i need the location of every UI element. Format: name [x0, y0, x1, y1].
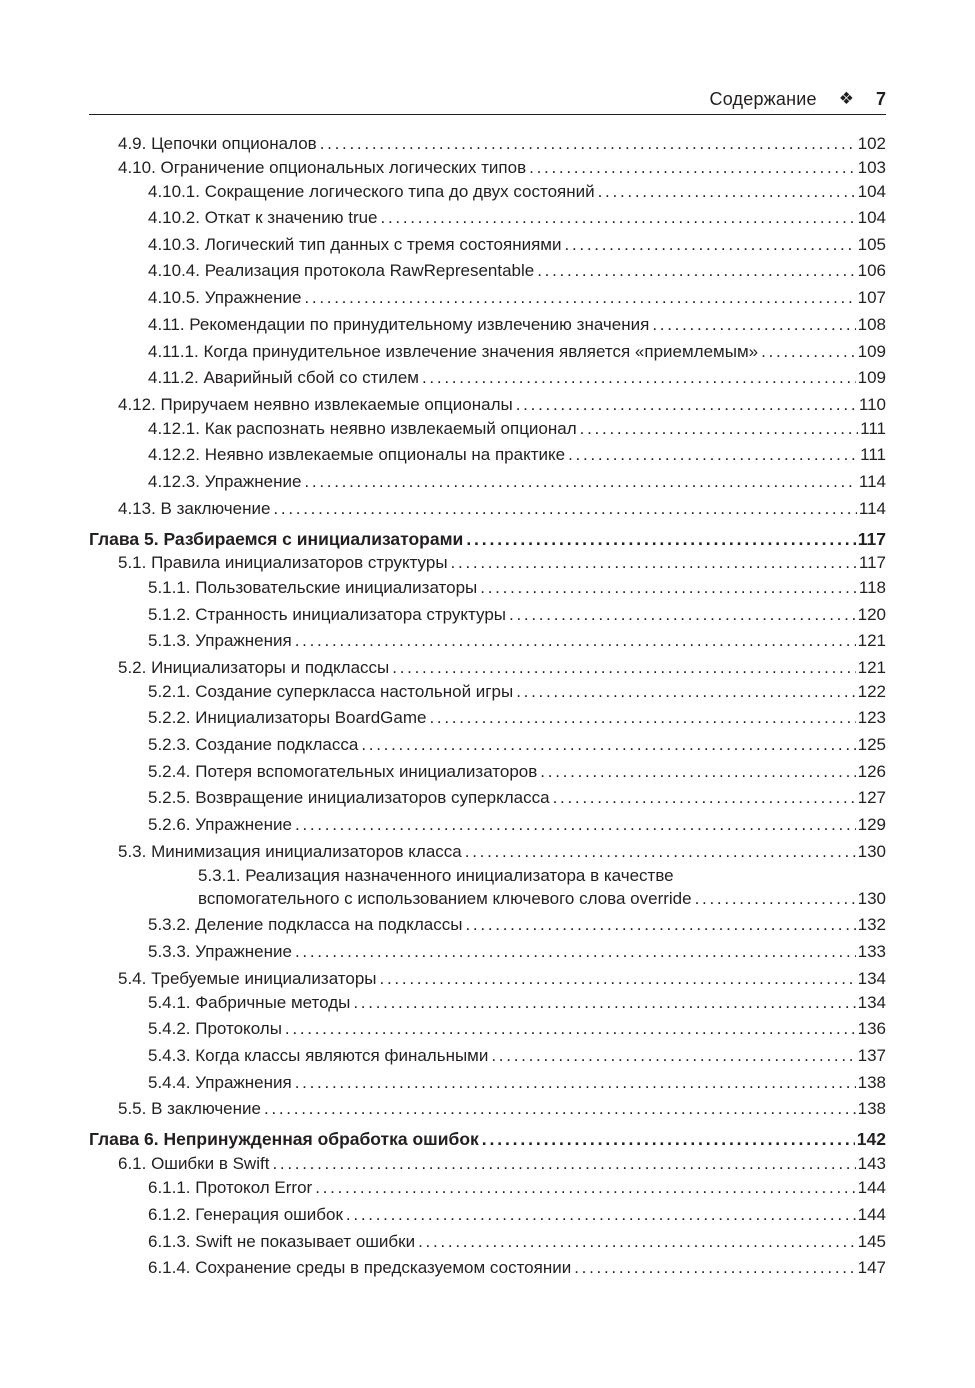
toc-entry: 4.12.3. Упражнение . . . 114: [148, 470, 886, 494]
toc-entry: 6.1.1. Протокол Error . . . 144: [148, 1176, 886, 1200]
toc-entry: 4.10.5. Упражнение . . . 107: [148, 286, 886, 310]
toc-entry-first-line: 5.3.1. Реализация назначенного инициализатора в качестве: [198, 866, 674, 885]
toc-entry: 5.2. Инициализаторы и подклассы . . . 121: [118, 656, 886, 680]
toc-entry: 4.10.1. Сокращение логического типа до двух состояний . . . 104: [148, 180, 886, 204]
toc-entry: 5.4. Требуемые инициализаторы . . . 134: [118, 967, 886, 991]
toc-entry: 5.5. В заключение . . . 138: [118, 1097, 886, 1121]
toc-entry: 6.1. Ошибки в Swift . . . 143: [118, 1152, 886, 1176]
section-title: Содержание: [709, 88, 817, 109]
toc-chapter: Глава 5. Разбираемся с инициализаторами . . . 117: [89, 527, 886, 551]
toc-entry: 5.3.2. Деление подкласса на подклассы . . . 132: [148, 913, 886, 937]
toc-entry: 5.2.1. Создание суперкласса настольной игры . . . 122: [148, 680, 886, 704]
toc-entry: 5.2.5. Возвращение инициализаторов суперкласса . . . 127: [148, 786, 886, 810]
toc-entry: 4.11.2. Аварийный сбой со стилем . . . 109: [148, 366, 886, 390]
toc-entry: 5.1.2. Странность инициализатора структуры . . . 120: [148, 603, 886, 627]
toc-entry: 4.10.4. Реализация протокола RawRepresentable . . . 106: [148, 259, 886, 283]
toc-entry: 4.11. Рекомендации по принудительному извлечению значения . . . 108: [148, 313, 886, 337]
toc-entry: 5.4.4. Упражнения . . . 138: [148, 1071, 886, 1095]
toc-entry: 4.11.1. Когда принудительное извлечение значения является «приемлемым» . . . 109: [148, 340, 886, 364]
toc-entry: 4.12.1. Как распознать неявно извлекаемый опционал . . . 111: [148, 417, 886, 441]
toc-entry: 5.4.3. Когда классы являются финальными . . . 137: [148, 1044, 886, 1068]
toc-entry: 4.12.2. Неявно извлекаемые опционалы на практике . . . 111: [148, 443, 886, 467]
toc-entry: 4.9. Цепочки опционалов . . . 102: [118, 132, 886, 156]
toc-entry: 6.1.3. Swift не показывает ошибки . . . 145: [148, 1230, 886, 1254]
toc-entry: 5.2.4. Потеря вспомогательных инициализаторов . . . 126: [148, 760, 886, 784]
toc-entry: 4.10.2. Откат к значению true . . . 104: [148, 206, 886, 230]
toc-entry: 5.4.2. Протоколы . . . 136: [148, 1017, 886, 1041]
toc-entry: 4.12. Приручаем неявно извлекаемые опционалы . . . 110: [118, 393, 886, 417]
toc-entry: 4.10.3. Логический тип данных с тремя состояниями . . . 105: [148, 233, 886, 257]
toc-entry: 6.1.4. Сохранение среды в предсказуемом состоянии . . . 147: [148, 1256, 886, 1280]
toc-entry: 5.2.2. Инициализаторы BoardGame . . . 123: [148, 706, 886, 730]
toc-entry: 5.2.6. Упражнение . . . 129: [148, 813, 886, 837]
toc-entry: 5.3.3. Упражнение . . . 133: [148, 940, 886, 964]
toc-entry: 5.3. Минимизация инициализаторов класса . . . 130: [118, 840, 886, 864]
page-number: 7: [875, 88, 886, 109]
toc-entry: 4.13. В заключение . . . 114: [118, 497, 886, 521]
toc-entry: 5.1. Правила инициализаторов структуры . . . 117: [118, 551, 886, 575]
toc-entry: 5.1.1. Пользовательские инициализаторы . . . 118: [148, 576, 886, 600]
ornament-icon: ❖: [838, 89, 854, 108]
toc-entry: вспомогательного с использованием ключевого слова override . . . 130: [148, 887, 886, 911]
toc-entry: 5.2.3. Создание подкласса . . . 125: [148, 733, 886, 757]
toc-entry: 5.4.1. Фабричные методы . . . 134: [148, 991, 886, 1015]
toc-entry: 5.1.3. Упражнения . . . 121: [148, 629, 886, 653]
toc-entry: 4.10. Ограничение опциональных логических типов . . . 103: [118, 156, 886, 180]
toc-entry: 6.1.2. Генерация ошибок . . . 144: [148, 1203, 886, 1227]
toc-chapter: Глава 6. Непринужденная обработка ошибок . . . 142: [89, 1127, 886, 1151]
